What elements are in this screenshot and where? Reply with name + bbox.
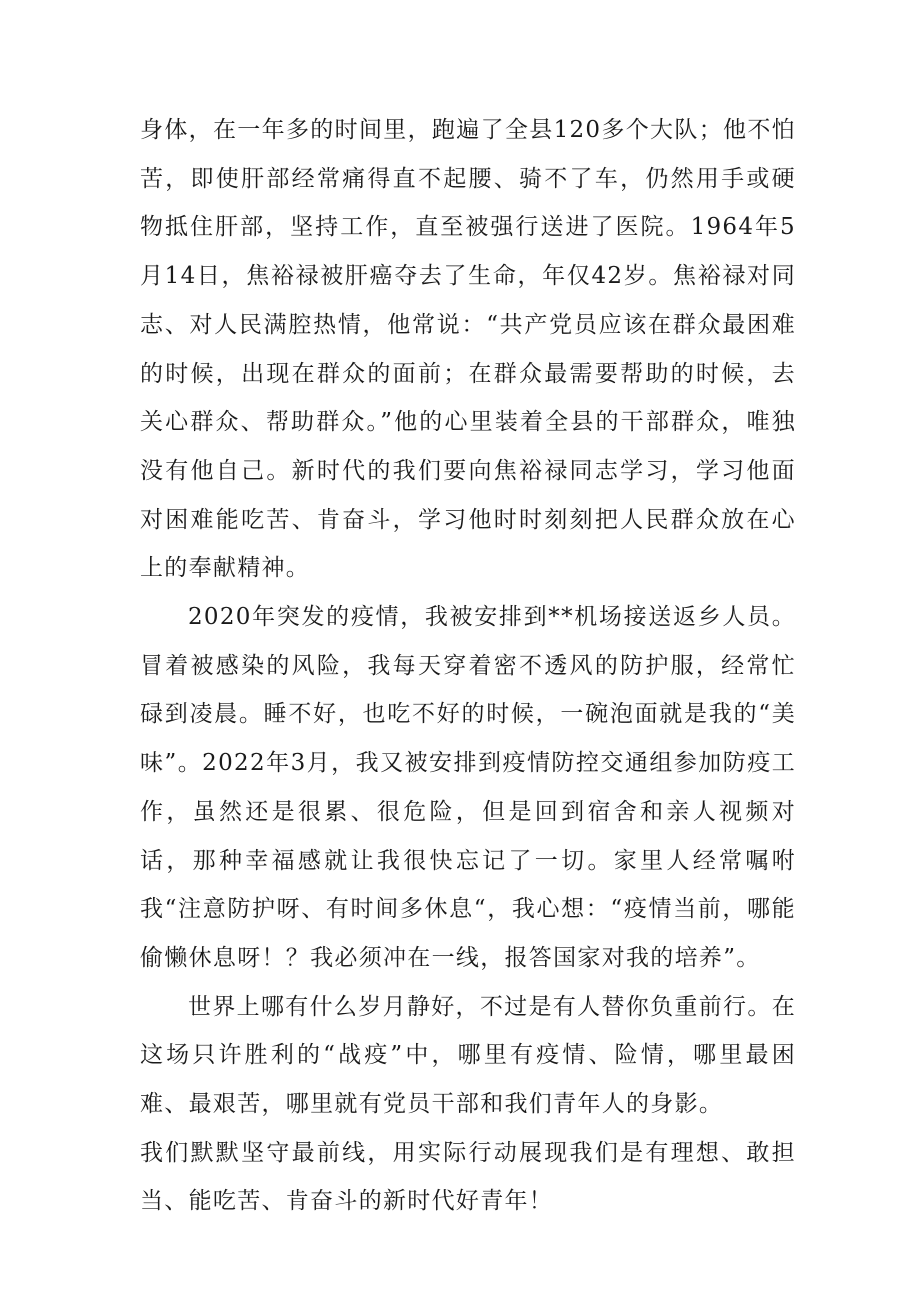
document-body <box>140 106 796 1226</box>
paragraph-reflection: 世界上哪有什么岁月静好，不过是有人替你负重前行。在这场只许胜利的“战疫”中，哪里有疫情、险情，哪里最困难、最艰苦，哪里就有党员干部和我们青年人的身影。 <box>140 993 796 1118</box>
paragraph-conclusion: 我们默默坚守最前线，用实际行动展现我们是有理想、敢担当、能吃苦、肯奋斗的新时代好青年！ <box>140 1139 796 1215</box>
paragraph-continuation: 身体，在一年多的时间里，跑遍了全县120多个大队；他不怕苦，即使肝部经常痛得直不起腰、骑不了车，仍然用手或硬物抵住肝部，坚持工作，直至被强行送进了医院。1964年5月14日，焦裕禄被肝癌夺去了生命，年仅42岁。焦裕禄对同志、对人民满腔热情，他常说：“共产党员应该在群众最困难的时候，出现在群众的面前；在群众最需要帮助的时候，去关心群众、帮助群众。”他的心里装着全县的干部群众，唯独没有他自己。新时代的我们要向焦裕禄同志学习，学习他面对困难能吃苦、肯奋斗，学习他时时刻刻把人民群众放在心上的奉献精神。 <box>140 117 796 582</box>
paragraph-pandemic-experience: 2020年突发的疫情，我被安排到**机场接送返乡人员。冒着被感染的风险，我每天穿着密不透风的防护服，经常忙碌到凌晨。睡不好，也吃不好的时候，一碗泡面就是我的“美味”。2022年3月，我又被安排到疫情防控交通组参加防疫工作，虽然还是很累、很危险，但是回到宿舍和亲人视频对话，那种幸福感就让我很快忘记了一切。家里人经常嘱咐我“注意防护呀、有时间多休息“，我心想：“疫情当前，哪能偷懒休息呀！？我必须冲在一线，报答国家对我的培养”。 <box>140 604 796 971</box>
